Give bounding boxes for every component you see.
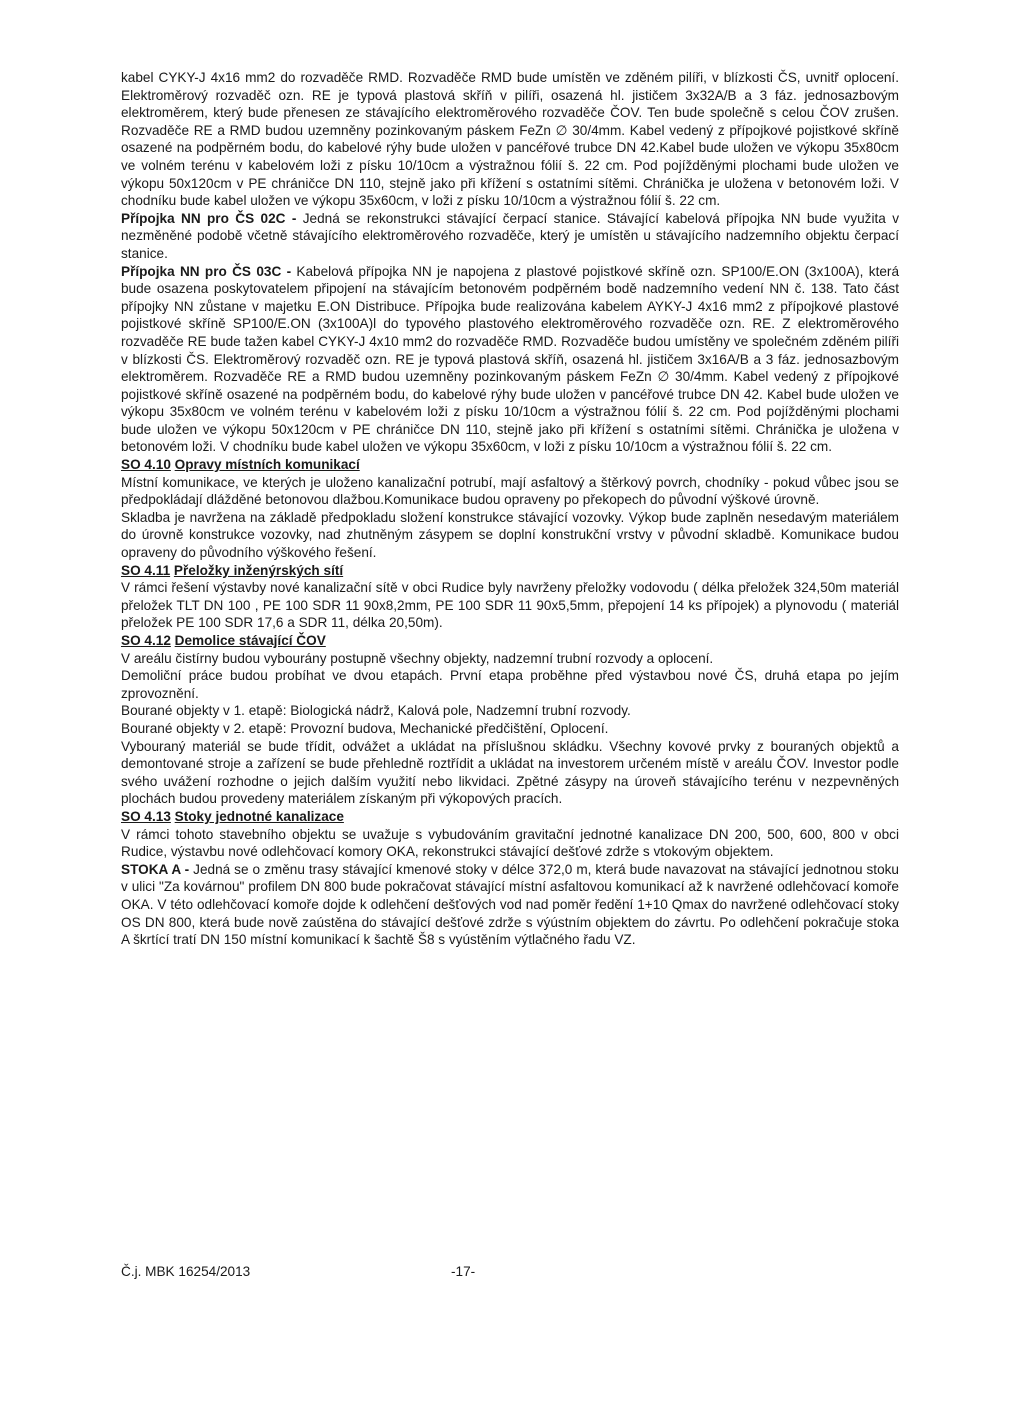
paragraph: V areálu čistírny budou vybourány postupně všechny objekty, nadzemní trubní rozvody a oplocení. (121, 650, 714, 666)
section-title: Opravy místních komunikací (174, 457, 360, 473)
paragraph (121, 861, 899, 949)
section-number: SO 4.10 (121, 457, 171, 473)
paragraph: V rámci tohoto stavebního objektu se uvažuje s vybudováním gravitační jednotné kanalizace DN 200, 500, 600, 800 v obci Rudice, výstavbu nové odlehčovací komory OKA, rekonstrukci stávající dešťové zdrže s vtokovým objektem. (121, 826, 899, 860)
paragraph: Bourané objekty v 1. etapě: Biologická nádrž, Kalová pole, Nadzemní trubní rozvody. (121, 703, 631, 719)
paragraph-text: Jedná se rekonstrukci stávající čerpací stanice. Stávající kabelová přípojka NN bude využita v nezměněné podobě včetně stávajícího elektroměrového rozvaděče, který je umístěn u stávajícího nadzemního objektu čerpací stanice. (121, 210, 899, 261)
section-number: SO 4.13 (121, 808, 171, 824)
section-heading-412 (121, 632, 899, 650)
document-body (121, 69, 899, 949)
paragraph: Místní komunikace, ve kterých je uloženo kanalizační potrubí, mají asfaltový a štěrkový povrch, chodníky - pokud vůbec jsou se předpokládají dlážděné betonovou dlažbou.Komunikace budou opraveny po překopech do původní výškové úrovně. (121, 474, 899, 508)
section-title: Přeložky inženýrských sítí (173, 562, 344, 578)
section-number: SO 4.12 (121, 633, 171, 648)
paragraph: kabel CYKY-J 4x16 mm2 do rozvaděče RMD. Rozvaděče RMD bude umístěn ve zděném pilíři, v blízkosti ČS, uvnitř oplocení. Elektroměrový rozvaděč ozn. RE je typová plastová skříň v pilíři, osazená hl. jističem 3x32A/B a 3 fáz. jednosazbovým elektroměrem, který bude přenesen ze stávajícího elektroměrového rozvaděče ČOV. Ten bude společně s celou ČOV zrušen. Rozvaděče RE a RMD budou uzemněny pozinkovaným páskem FeZn ∅ 30/4mm. Kabel vedený z přípojkové pojistkové skříně osazené na podpěrném bodu, do kabelové rýhy bude uložen v pancéřové trubce DN 42.Kabel bude uložen ve výkopu 35x80cm ve volném terénu v kabelovém loži z písku 10/10cm a výstražnou fólií š. 22 cm. Pod pojížděnými plochami bude uložen ve výkopu 50x120cm v PE chráničce DN 110, stejně jako při křížení s ostatními sítěmi. Chránička je uložena v betonovém loži. V chodníku bude kabel uložen ve výkopu 35x60cm, v loži z písku 10/10cm a výstražnou fólií š. 22 cm. (121, 70, 899, 209)
paragraph-lead: Přípojka NN pro ČS 02C - (121, 210, 297, 226)
paragraph: Skladba je navržena na základě předpokladu složení konstrukce stávající vozovky. Výkop bude zaplněn nesedavým materiálem do úrovně konstrukce vozovky, nad zhutněným zásypem se doplní konstrukční vrstvy v původní skladbě. Komunikace budou opraveny do původního výškového řešení. (121, 509, 899, 561)
section-title: Demolice stávající ČOV (174, 633, 326, 648)
paragraph (121, 210, 899, 263)
paragraph: Demoliční práce budou probíhat ve dvou etapách. První etapa proběhne před výstavbou nové ČS, druhá etapa po jejím zprovoznění. (121, 668, 899, 701)
paragraph-text: Jedná se o změnu trasy stávající kmenové stoky v délce 372,0 m, která bude navazovat na stávající jednotnou stoku v ulici "Za kovárnou" profilem DN 800 bude pokračovat stávající místní asfaltovou komunikací až k navržené odlehčovací komoře OKA. V této odlehčovací komoře dojde k odlehčení dešťových vod nad poměr ředění 1+10 Qmax do navržené odlehčovací stoky OS DN 800, která bude nově zaústěna do stávající dešťové zdrže s výústním objektem do závrtu. Po odlehčení pokračuje stoka A škrtící tratí DN 150 místní komunikací k šachtě Š8 s vyústěním výtlačného řadu VZ. (121, 861, 899, 948)
section-title: Stoky jednotné kanalizace (174, 808, 344, 824)
section-number: SO 4.11 (121, 562, 171, 578)
section-heading-410 (121, 456, 899, 474)
section-heading-411 (121, 562, 899, 580)
paragraph-text: Kabelová přípojka NN je napojena z plastové pojistkové skříně ozn. SP100/E.ON (3x100A), která bude osazena poskytovatelem připojení na stávajícím betonovém podpěrném bodě nadzemního vedení NN č. 138. Tato část přípojky NN zůstane v majetku E.ON Distribuce. Přípojka bude realizována kabelem AYKY-J 4x16 mm2 z přípojkové plastové pojistkové skříně SP100/E.ON (3x100A)l do typového plastového elektroměrového rozvaděče ozn. RE. Z elektroměrového rozvaděče RE bude tažen kabel CYKY-J 4x10 mm2 do rozvaděče RMD. Rozvaděče budou umístěny ve společném zděném pilíři v blízkosti ČS. Elektroměrový rozvaděč ozn. RE je typová plastová skříň, osazená hl. jističem 3x16A/B a 3 fáz. jednosazbovým elektroměrem. Rozvaděče RE a RMD budou uzemněny pozinkovaným páskem FeZn ∅ 30/4mm. Kabel vedený z přípojkové pojistkové skříně osazené na podpěrném bodu, do kabelové rýhy bude uložen v pancéřové trubce DN 42. Kabel bude uložen ve výkopu 35x80cm ve volném terénu v kabelovém loži z písku 10/10cm a výstražnou fólií š. 22 cm. Pod pojížděnými plochami bude uložen ve výkopu 50x120cm v PE chráničce DN 110, stejně jako při křížení s ostatními sítěmi. Chránička je uložena v betonovém loži. V chodníku bude kabel uložen ve výkopu 35x60cm, v loži z písku 10/10cm a výstražnou fólií š. 22 cm. (121, 263, 899, 455)
page-footer (121, 1263, 475, 1281)
page-number: -17- (451, 1264, 476, 1279)
document-reference: Č.j. MBK 16254/2013 (121, 1264, 251, 1279)
paragraph: Bourané objekty v 2. etapě: Provozní budova, Mechanické předčištění, Oplocení. (121, 720, 609, 736)
section-heading-413 (121, 808, 899, 826)
paragraph: V rámci řešení výstavby nové kanalizační sítě v obci Rudice byly navrženy přeložky vodovodu ( délka přeložek 324,50m materiál přeložek TLT DN 100 , PE 100 SDR 11 90x8,2mm, PE 100 SDR 11 90x5,5mm, přepojení 14 ks přípojek) a plynovodu ( materiál přeložek PE 100 SDR 17,6 a SDR 11, délka 20,50m). (121, 580, 899, 631)
paragraph-lead: STOKA A - (121, 861, 190, 877)
paragraph: Vybouraný materiál se bude třídit, odvážet a ukládat na příslušnou skládku. Všechny kovové prvky z bouraných objektů a demontované stroje a zařízení se bude přehledně roztřídit a ukládat na investorem určeném místě v areálu ČOV. Investor podle svého uvážení rozhodne o jejich dalším využití nebo likvidaci. Zpětné zásypy na úroveň stávajícího terénu v nezpevněných plochách budou provedeny materiálem získaným při výkopových pracích. (121, 738, 899, 807)
paragraph (121, 263, 899, 457)
paragraph-lead: Přípojka NN pro ČS 03C - (121, 263, 292, 279)
